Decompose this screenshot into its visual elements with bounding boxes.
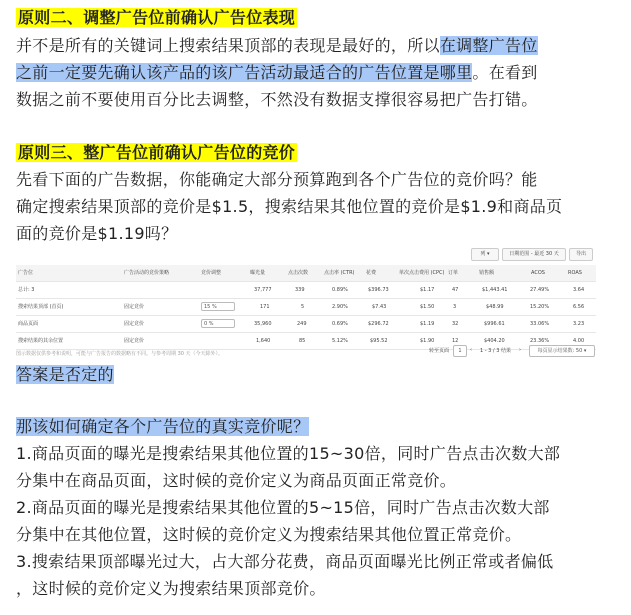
- total-acos: 27.49%: [530, 287, 550, 293]
- spend: $296.72: [368, 321, 389, 327]
- next-page-icon[interactable]: ›: [519, 347, 521, 353]
- acos: 33.06%: [530, 321, 550, 327]
- total-roas: 3.64: [573, 287, 585, 293]
- columns-button-label: 列: [480, 251, 486, 257]
- roas: 3.23: [573, 321, 585, 327]
- sales: $404.20: [484, 338, 505, 344]
- impressions: 35,960: [254, 321, 272, 327]
- impressions: 1,640: [256, 338, 271, 344]
- bid-adjust-value: 0: [204, 321, 208, 327]
- list-item-2-line1: 2.商品页面的曝光是搜索结果其他位置的5~15倍，同时广告点击次数大部: [16, 498, 550, 517]
- bid-adjust-input[interactable]: 15 %: [201, 302, 235, 311]
- section3-line1: 先看下面的广告数据，你能确定大部分预算跑到各个广告位的竞价吗？能: [16, 170, 538, 189]
- orders: 3: [453, 304, 457, 310]
- ctr: 0.69%: [332, 321, 348, 327]
- list-item-3-line1: 3.搜索结果顶部曝光过大，占大部分花费，商品页面曝光比例正常或者偏低: [16, 552, 554, 571]
- section2-line3: 数据之前不要使用百分比去调整，不然没有数据支撑很容易把广告打错。: [16, 90, 538, 109]
- total-spend: $396.73: [368, 287, 389, 293]
- section2-selected-text-2: 之前一定要先确认该产品的该广告活动最适合的广告位置是哪里: [16, 63, 473, 82]
- col-header-clicks: 点击次数: [288, 270, 309, 276]
- bid-strategy: 固定竞价: [124, 338, 145, 344]
- placement-name: 搜索结果的其余位置: [18, 338, 64, 344]
- total-ctr: 0.89%: [332, 287, 348, 293]
- table-header-row: [16, 265, 596, 282]
- ctr: 2.90%: [332, 304, 348, 310]
- section2-line1-text: 并不是所有的关键词上搜索结果顶部的表现是最好的，所以: [16, 36, 440, 55]
- impressions: 171: [260, 304, 270, 310]
- acos: 15.20%: [530, 304, 550, 310]
- bid-strategy: 固定竞价: [124, 304, 145, 310]
- total-impressions: 37,777: [254, 287, 272, 293]
- pager-info: 1 - 3 / 3 结果: [480, 348, 511, 354]
- per-page-select[interactable]: 每页显示结果数: 50 ▾: [529, 345, 595, 357]
- section3-line2: 确定搜索结果顶部的竞价是$1.5，搜索结果其他位置的竞价是$1.9和商品页: [16, 197, 563, 216]
- roas: 4.00: [573, 338, 585, 344]
- section2-heading-line: [16, 5, 297, 31]
- clicks: 85: [299, 338, 306, 344]
- acos: 23.36%: [530, 338, 550, 344]
- total-sales: $1,443.41: [482, 287, 508, 293]
- question-line: [16, 414, 309, 440]
- ad-placement-table: [16, 244, 596, 362]
- roas: 6.56: [573, 304, 585, 310]
- col-header-impressions: 曝光量: [250, 270, 266, 276]
- col-header-acos: ACOS: [531, 270, 545, 276]
- cpc: $1.90: [420, 338, 435, 344]
- table-total-row: [16, 282, 596, 299]
- section3-heading: 原则三、整广告位前确认广告位的竞价: [18, 143, 296, 162]
- page-number-input[interactable]: 1: [453, 345, 467, 357]
- section2-heading: 原则二、调整广告位前确认广告位表现: [18, 8, 296, 27]
- answer-line: [16, 362, 114, 388]
- date-range-button[interactable]: 日期范围 - 最近 30 天: [502, 248, 566, 261]
- section3-line3: 面的竞价是$1.19吗？: [16, 224, 178, 243]
- table-row: [16, 299, 596, 316]
- placement-name: 商品页面: [18, 321, 39, 327]
- question-text: 那该如何确定各个广告位的真实竞价呢？: [16, 417, 310, 436]
- section2-selected-text-1: 在调整广告位: [439, 36, 538, 55]
- orders: 32: [452, 321, 459, 327]
- col-header-bid-adjust: 竞价调整: [201, 270, 222, 276]
- ctr: 5.12%: [332, 338, 348, 344]
- col-header-orders: 订单: [448, 270, 459, 276]
- list-item-3-line2: ，这时候的竞价定义为搜索结果顶部竞价。: [16, 579, 326, 598]
- export-button[interactable]: 导出: [569, 248, 593, 261]
- bid-strategy: 固定竞价: [124, 321, 145, 327]
- col-header-cpc: 单次点击费用 (CPC): [399, 270, 445, 276]
- bid-adjust-input[interactable]: 0 %: [201, 319, 235, 328]
- total-orders: 47: [452, 287, 459, 293]
- cpc: $1.50: [420, 304, 435, 310]
- col-header-roas: ROAS: [568, 270, 582, 276]
- table-row: [16, 316, 596, 333]
- col-header-sales: 销售额: [479, 270, 495, 276]
- sales: $996.61: [484, 321, 505, 327]
- col-header-spend: 花费: [366, 270, 377, 276]
- columns-button[interactable]: 列 ▾: [471, 248, 499, 261]
- col-header-placement: 广告位: [18, 270, 34, 276]
- bid-adjust-value: 15: [204, 304, 211, 310]
- section2-line1: [16, 33, 538, 59]
- spend: $95.52: [370, 338, 388, 344]
- clicks: 249: [297, 321, 307, 327]
- total-cpc: $1.17: [420, 287, 435, 293]
- clicks: 5: [301, 304, 305, 310]
- col-header-bid-strategy: 广告活动的竞价策略: [124, 270, 170, 276]
- list-item-2-line2: 分集中在其他位置，这时候的竞价定义为搜索结果其他位置正常竞价。: [16, 525, 522, 544]
- orders: 12: [452, 338, 459, 344]
- cpc: $1.19: [420, 321, 435, 327]
- section2-line2-rest: 。在看到: [472, 63, 538, 82]
- pager-label: 转至页面: [429, 348, 450, 354]
- list-item-1-line2: 分集中在商品页面，这时候的竞价定义为商品页面正常竞价。: [16, 471, 457, 490]
- col-header-ctr: 点击率 (CTR): [324, 270, 355, 276]
- section3-heading-line: [16, 140, 297, 166]
- prev-page-icon[interactable]: ‹: [470, 347, 472, 353]
- per-page-value: 每页显示结果数: 50: [537, 348, 583, 354]
- sales: $48.99: [486, 304, 504, 310]
- section2-line2: [16, 60, 538, 86]
- total-clicks: 339: [295, 287, 305, 293]
- spend: $7.43: [372, 304, 387, 310]
- placement-name: 搜索结果顶部 (首页): [18, 304, 64, 310]
- table-footnote: 图示数据仅供参考和说明，可能与广告报告的数据略有不同。与参考周期 30 天（今天除外）。: [16, 351, 224, 357]
- answer-text: 答案是否定的: [16, 365, 114, 384]
- list-item-1-line1: 1.商品页面的曝光是搜索结果其他位置的15~30倍，同时广告点击次数大部: [16, 444, 561, 463]
- total-label: 总计: 3: [18, 287, 35, 293]
